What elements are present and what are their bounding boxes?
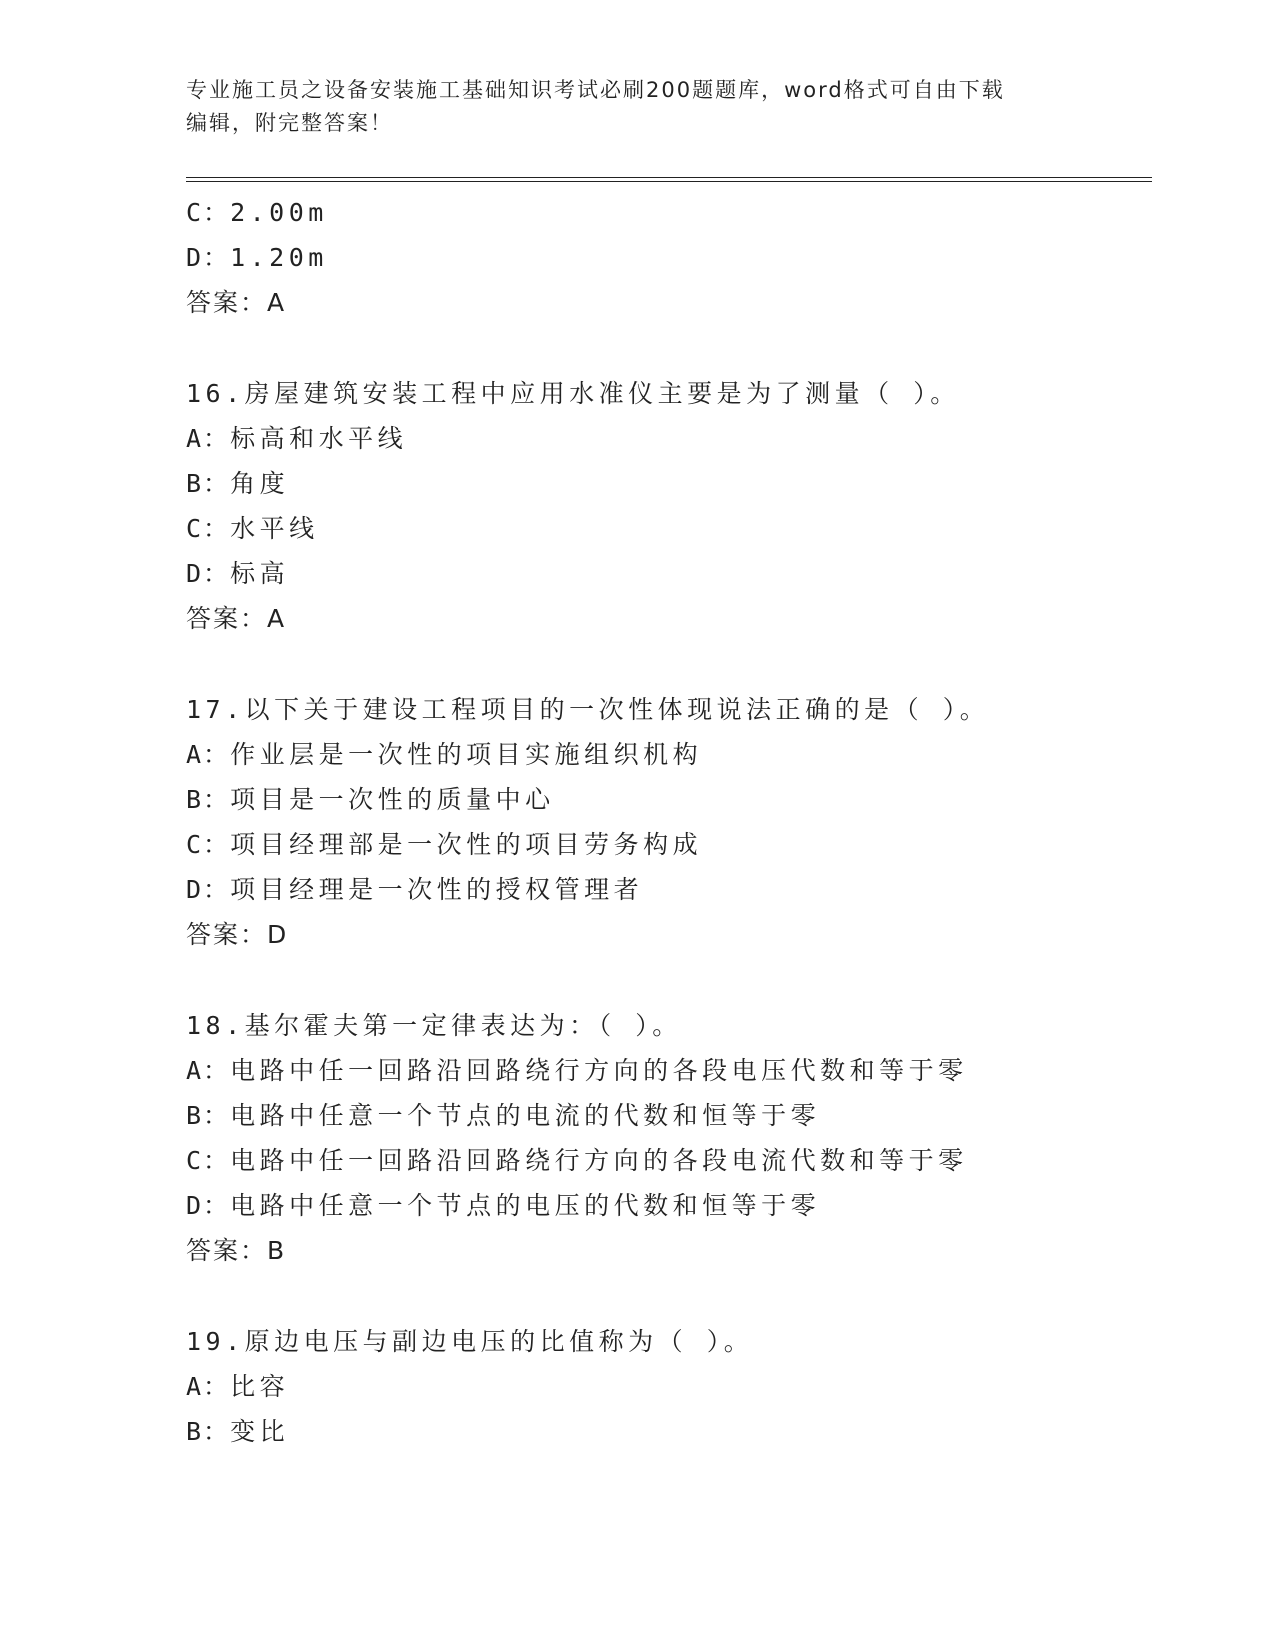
option-text: 标高 [230,559,290,588]
answer-line: 答案：A [186,288,287,317]
page-header [186,74,1086,140]
option-label: C： [186,198,231,227]
answer-line: 答案：B [186,1236,287,1265]
option-text: 比容 [230,1372,290,1401]
option-label: C： [186,830,231,859]
option-label: D： [186,875,231,904]
option-text: 电路中任一回路沿回路绕行方向的各段电流代数和等于零 [230,1146,968,1175]
header-line-1: 专业施工员之设备安装施工基础知识考试必刷200题题库，word格式可自由下载 [186,78,1005,102]
option-line [186,554,289,590]
option-text: 电路中任意一个节点的电流的代数和恒等于零 [230,1101,821,1130]
option-label: B： [186,469,231,498]
option-text: 项目经理是一次性的授权管理者 [230,875,644,904]
option-label: B： [186,785,231,814]
option-line [186,825,702,861]
option-text: 1.20m [230,243,328,272]
option-label: D： [186,1191,231,1220]
option-text: 变比 [230,1417,290,1446]
option-text: 标高和水平线 [230,424,408,453]
option-label: A： [186,1056,231,1085]
option-line [186,1141,968,1177]
option-line [186,419,407,455]
option-text: 2.00m [230,198,328,227]
option-text: 作业层是一次性的项目实施组织机构 [230,740,703,769]
option-line [186,1096,820,1132]
header-rule-top [186,177,1152,178]
option-line [186,193,328,229]
header-rule-bottom [186,181,1152,182]
option-line [186,238,328,274]
option-text: 电路中任意一个节点的电压的代数和恒等于零 [230,1191,821,1220]
question-stem: 17.以下关于建设工程项目的一次性体现说法正确的是（ ）。 [186,695,990,724]
header-line-2: 编辑，附完整答案！ [186,111,393,135]
answer-line: 答案：D [186,920,289,949]
question-stem: 18.基尔霍夫第一定律表达为：（ ）。 [186,1011,682,1040]
option-text: 电路中任一回路沿回路绕行方向的各段电压代数和等于零 [230,1056,968,1085]
option-line [186,1051,968,1087]
option-line [186,735,702,771]
option-label: A： [186,1372,231,1401]
option-line [186,1367,289,1403]
option-text: 水平线 [230,514,319,543]
option-label: C： [186,514,231,543]
option-label: A： [186,740,231,769]
option-label: B： [186,1101,231,1130]
question-stem: 19.原边电压与副边电压的比值称为（ ）。 [186,1327,754,1356]
option-label: C： [186,1146,231,1175]
answer-line: 答案：A [186,604,287,633]
option-line [186,870,643,906]
option-label: D： [186,243,231,272]
option-text: 角度 [230,469,290,498]
option-line [186,464,289,500]
option-line [186,509,319,545]
option-label: D： [186,559,231,588]
option-text: 项目是一次性的质量中心 [230,785,555,814]
option-line [186,1186,820,1222]
option-line [186,1412,289,1448]
question-stem: 16.房屋建筑安装工程中应用水准仪主要是为了测量（ ）。 [186,379,960,408]
option-line [186,780,555,816]
option-label: A： [186,424,231,453]
option-label: B： [186,1417,231,1446]
option-text: 项目经理部是一次性的项目劳务构成 [230,830,703,859]
